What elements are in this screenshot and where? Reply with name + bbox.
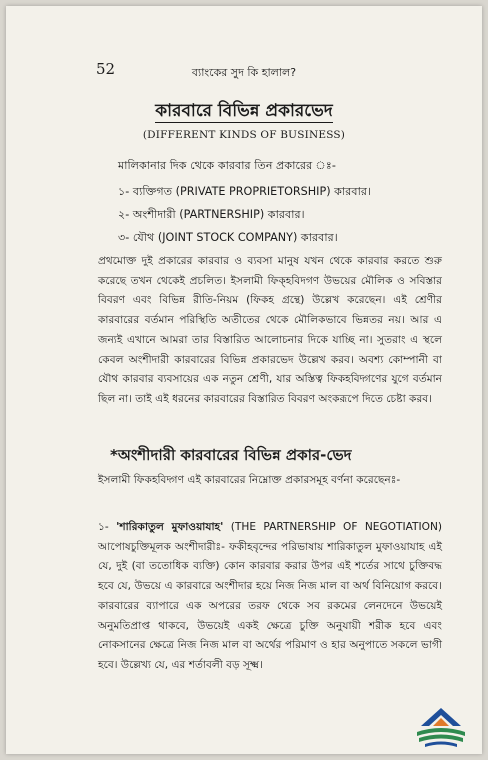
- chapter-subtitle: (DIFFERENT KINDS OF BUSINESS): [142, 129, 346, 141]
- definition-paragraph: [98, 518, 442, 676]
- publisher-logo: [411, 706, 471, 750]
- section-heading: *অংশীদারী কারবারের বিভিন্ন প্রকার-ভেদ: [110, 446, 352, 464]
- chapter-title: [6, 98, 482, 126]
- item-term: 'শারিকাতুল মুফাওয়াযাহ': [116, 521, 224, 533]
- list-item: ১- ব্যক্তিগত (PRIVATE PROPRIETORSHIP) কারবার।: [118, 185, 371, 198]
- list-item: ২- অংশীদারী (PARTNERSHIP) কারবার।: [118, 208, 305, 221]
- book-page: [6, 6, 482, 754]
- page-number: 52: [96, 60, 116, 78]
- item-english: (THE PARTNERSHIP OF NEGOTIATION): [223, 521, 443, 533]
- lead-text: মালিকানার দিক থেকে কারবার তিন প্রকারের ঃ-: [118, 159, 336, 172]
- chapter-title-text: কারবারে বিভিন্ন প্রকারভেদ: [155, 101, 333, 121]
- item-number: ১-: [98, 521, 117, 533]
- list-item: ৩- যৌথ (JOINT STOCK COMPANY) কারবার।: [118, 231, 338, 244]
- item-body: আপোষচুক্তিমূলক অংশীদারীঃ- ফকীহবৃন্দের পরিভাষায় শারিকাতুল মুফাওয়াযাহ এই যে, দুই (বা ততোধিক ব্যক্তি) কোন কারবার করার উপর এই শর্তের সাথে চুক্তিবদ্ধ হবে যে, উভয়ে এ কারবারে অংশীদার হয়ে নিজ নিজ মাল বা অর্থ বিনিয়োগ করবে। কারবারের ব্যাপারে এক অপরের তরফ থেকে সব রকমের লেনদেনে উভয়েই অনুমতিপ্রাপ্ত থাকবে, উভয়েই একই ক্ষেত্রে চুক্তি অনুযায়ী শরীক হবে এবং নোকসানের ক্ষেত্রে নিজ নিজ মাল বা অর্থের পরিমাণ ও হার অনুপাতে সকলে ভাগী হবে। উল্লেখ্য যে, এর শর্তাবলী বড় সূক্ষ্ম।: [98, 540, 442, 671]
- running-header: ব্যাংকের সুদ কি হালাল?: [191, 66, 297, 79]
- body-paragraph: প্রথমোক্ত দুই প্রকারের কারবার ও ব্যবসা মানুষ যখন থেকে কারবার করতে শুরু করেছে তখন থেকেই প্রচলিত। ইসলামী ফিক্হবিদগণ উভয়ের মৌলিক ও সবিস্তার বিবরণ এবং বিভিন্ন রীতি-নিয়ম (ফিকহ গ্রন্থে) উল্লেখ করেছেন। এই শ্রেণীর কারবারের বর্তমান পরিস্থিতি অতীতের থেকে মৌলিকভাবে ভিন্নতর নয়। আর এ জন্যই এখানে আমরা তার বিস্তারিত আলোচনার দিকে যাচ্ছি না। সুতরাং এ স্থলে কেবল অংশীদারী কারবারের বিভিন্ন প্রকারভেদ উল্লেখ করব। অবশ্য কোম্পানী বা যৌথ কারবার ব্যবসায়ের এক নতুন শ্রেণী, যার অস্তিত্ব ফিকহবিদ্গণের যুগে বর্তমান ছিল না। তাই এই ধরনের কারবারের বিস্তারিত বিবরণ অংকরূপে দিতে চেষ্টা করব।: [98, 255, 442, 405]
- section-intro: ইসলামী ফিকহবিদ্গণ এই কারবারের নিম্নোক্ত প্রকারসমূহ বর্ণনা করেছেনঃ-: [98, 474, 401, 486]
